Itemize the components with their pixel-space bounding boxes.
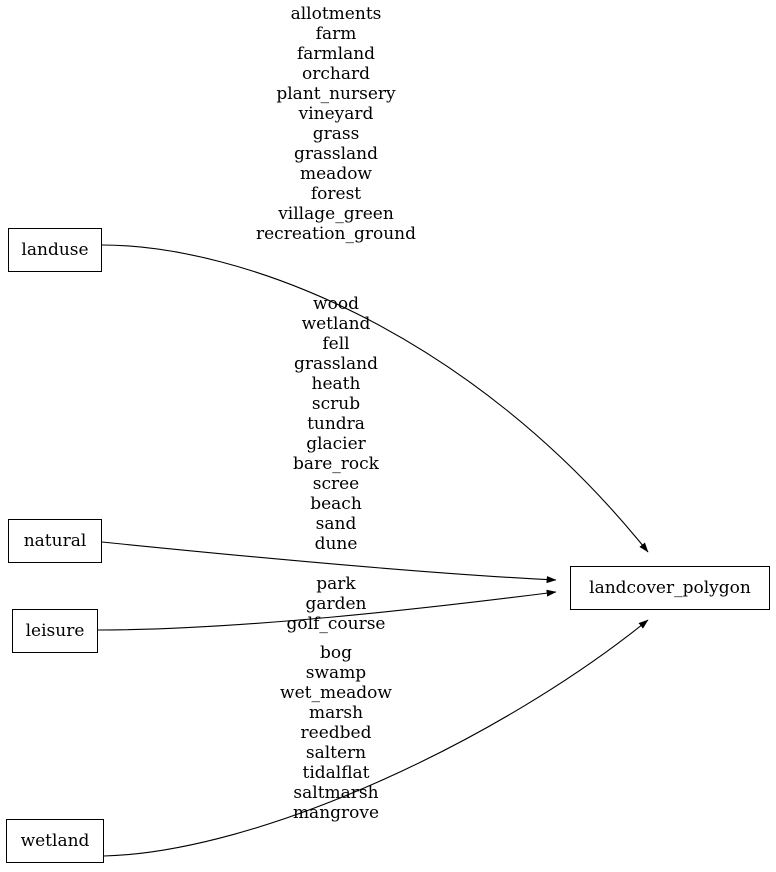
edge-labels-leisure [246, 574, 426, 634]
edge-label-value: swamp [305, 663, 367, 683]
edge-label-value: heath [311, 374, 361, 394]
edge-labels-landuse [246, 4, 426, 244]
edge-label-value: wood [313, 294, 359, 314]
edge-label-value: plant_nursery [276, 84, 396, 104]
edge-label-value: mangrove [292, 803, 380, 823]
edge-label-value: farm [315, 24, 357, 44]
node-wetland-label: wetland [20, 830, 90, 851]
edge-label-value: scrub [311, 394, 361, 414]
edge-label-value: farmland [296, 44, 376, 64]
edge-label-value: village_green [278, 204, 394, 224]
edge-label-value: dune [314, 534, 358, 554]
edge-label-value: vineyard [298, 104, 374, 124]
edge-label-value: beach [310, 494, 362, 514]
edge-label-value: bare_rock [293, 454, 379, 474]
node-landuse[interactable] [8, 228, 102, 272]
edge-label-value: marsh [308, 703, 364, 723]
edge-label-value: grass [312, 124, 360, 144]
edge-label-value: golf_course [286, 614, 386, 634]
node-natural-label: natural [23, 530, 87, 551]
edge-label-value: saltmarsh [293, 783, 379, 803]
node-leisure[interactable] [12, 609, 98, 653]
edge-label-value: grassland [294, 354, 378, 374]
node-wetland[interactable] [6, 819, 104, 863]
edge-label-value: glacier [306, 434, 366, 454]
edge-label-value: wet_meadow [280, 683, 392, 703]
edge-label-value: tidalflat [302, 763, 370, 783]
edge-label-value: scree [312, 474, 360, 494]
node-landcover-polygon[interactable] [570, 566, 770, 610]
edge-label-value: park [316, 574, 356, 594]
edge-labels-wetland [246, 643, 426, 823]
edge-label-value: reedbed [300, 723, 372, 743]
edge-labels-natural [246, 294, 426, 554]
node-leisure-label: leisure [25, 620, 85, 641]
edge-label-value: orchard [302, 64, 370, 84]
edge-label-value: sand [315, 514, 357, 534]
edge-label-value: saltern [305, 743, 367, 763]
edge-label-value: bog [320, 643, 352, 663]
edge-label-value: garden [305, 594, 367, 614]
edge-label-value: wetland [301, 314, 371, 334]
node-natural[interactable] [8, 519, 102, 563]
node-landcover-polygon-label: landcover_polygon [589, 577, 751, 598]
edge-label-value: recreation_ground [255, 224, 416, 244]
node-landuse-label: landuse [21, 239, 89, 260]
edge-label-value: fell [322, 334, 350, 354]
edge-label-value: tundra [307, 414, 365, 434]
edge-label-value: meadow [300, 164, 372, 184]
edge-label-value: forest [310, 184, 362, 204]
edge-label-value: grassland [294, 144, 378, 164]
edge-label-value: allotments [290, 4, 382, 24]
